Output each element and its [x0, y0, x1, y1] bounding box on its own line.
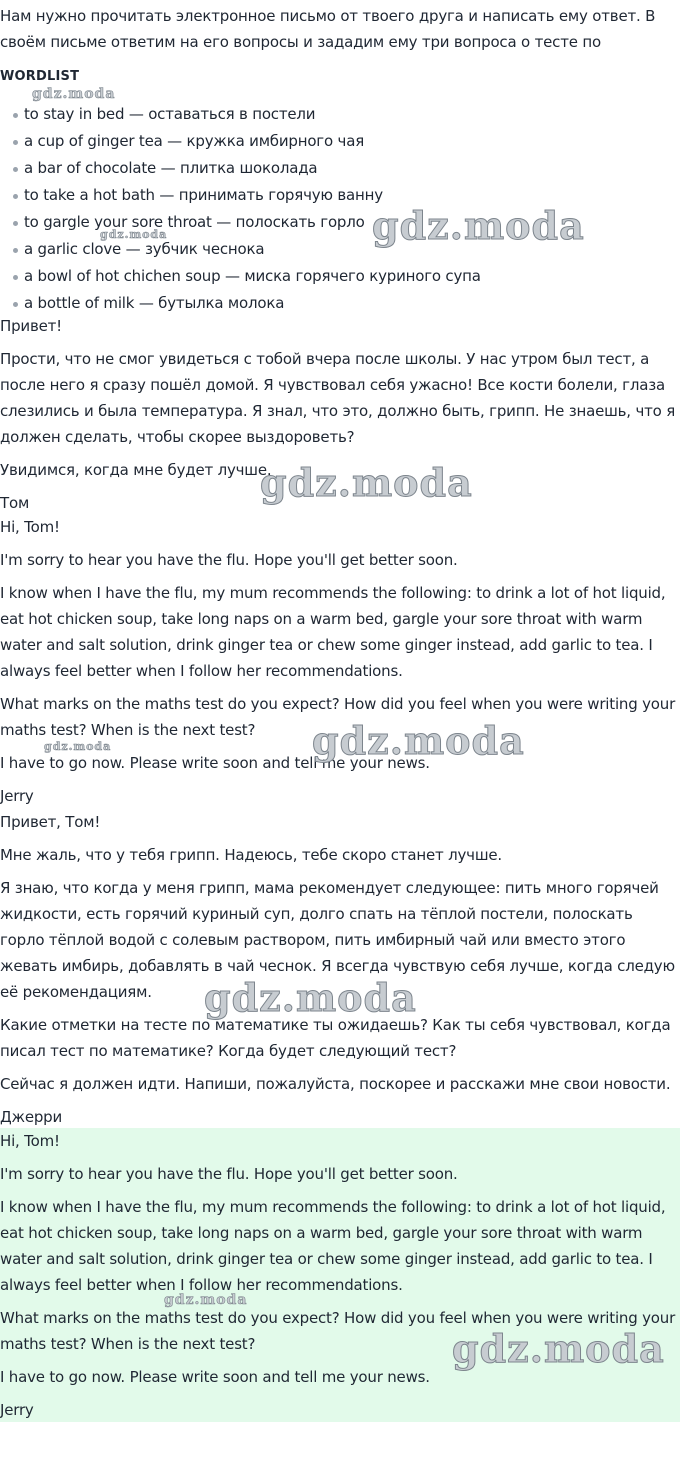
watermark-logo: gdz.moda	[204, 975, 417, 1020]
translation-signature: Джерри	[0, 1108, 63, 1126]
final-signature: Jerry	[0, 1401, 34, 1419]
letter-from-tom	[0, 313, 680, 516]
translation-paragraph: Я знаю, что когда у меня грипп, мама рекомендует следующее: пить много горячей жидкости, есть горячий куриный суп, долго спать на тёплой постели, полоскать горло тёплой водой с солевым раствором, пить имбирный чай или вместо этого жевать имбирь, добавлять в чай чеснок. Я всегда чувствую себя лучше, когда следую её рекомендациям.	[0, 879, 675, 1001]
wordlist-title: WORDLIST	[0, 69, 80, 84]
final-paragraph: I'm sorry to hear you have the flu. Hope you'll get better soon.	[0, 1165, 458, 1183]
translation-paragraph: Сейчас я должен идти. Напиши, пожалуйста, поскорее и расскажи мне свои новости.	[0, 1075, 671, 1093]
wordlist-item-text: to take a hot bath — принимать горячую ванну	[24, 186, 383, 204]
watermark-logo: gdz.moda	[164, 1292, 248, 1308]
wordlist-item-text: a bottle of milk — бутылка молока	[24, 294, 285, 312]
final-paragraph: What marks on the maths test do you expect? How did you feel when you were writing your maths test? When is the next test?	[0, 1309, 676, 1353]
wordlist-item	[0, 263, 481, 290]
answer-english	[0, 514, 680, 809]
wordlist-item	[0, 155, 481, 182]
bullet-icon	[13, 275, 18, 280]
wordlist-item	[0, 236, 481, 263]
letter-body: Прости, что не смог увидеться с тобой вчера после школы. У нас утром был тест, а после него я сразу пошёл домой. Я чувствовал себя ужасно! Все кости болели, глаза слезились и была температура. Я знал, что это, должно быть, грипп. Не знаешь, что я должен сделать, чтобы скорее выздороветь?	[0, 350, 676, 446]
answer-translation	[0, 809, 680, 1130]
translation-paragraph: Какие отметки на тесте по математике ты ожидаешь? Как ты себя чувствовал, когда писал тест по математике? Когда будет следующий тест?	[0, 1016, 671, 1060]
final-answer	[0, 1128, 680, 1423]
wordlist-item	[0, 101, 481, 128]
watermark-logo: gdz.moda	[100, 228, 168, 241]
wordlist-item	[0, 128, 481, 155]
final-paragraph: I have to go now. Please write soon and tell me your news.	[0, 1368, 430, 1386]
answer-paragraph: What marks on the maths test do you expect? How did you feel when you were writing your maths test? When is the next test?	[0, 695, 676, 739]
translation-paragraph: Мне жаль, что у тебя грипп. Надеюсь, тебе скоро станет лучше.	[0, 846, 502, 864]
answer-paragraph: I'm sorry to hear you have the flu. Hope you'll get better soon.	[0, 551, 458, 569]
wordlist-item-text: a cup of ginger tea — кружка имбирного чая	[24, 132, 365, 150]
wordlist-item-text: to gargle your sore throat — полоскать горло	[24, 213, 365, 231]
watermark-logo: gdz.moda	[32, 86, 116, 102]
answer-paragraph: I know when I have the flu, my mum recommends the following: to drink a lot of hot liquid, eat hot chicken soup, take long naps on a warm bed, gargle your sore throat with warm water and salt solution, drink ginger tea or chew some ginger instead, add garlic to tea. I always feel better when I follow her recommendations.	[0, 584, 666, 680]
task-intro: Нам нужно прочитать электронное письмо от твоего друга и написать ему ответ. В своём письме ответим на его вопросы и зададим ему три вопроса о тесте по	[0, 7, 656, 51]
bullet-icon	[13, 140, 18, 145]
answer-signature: Jerry	[0, 787, 34, 805]
wordlist-item-text: to stay in bed — оставаться в постели	[24, 105, 316, 123]
watermark-logo: gdz.moda	[312, 718, 525, 763]
watermark-logo: gdz.moda	[372, 203, 585, 248]
translation-greeting: Привет, Том!	[0, 813, 101, 831]
watermark-logo: gdz.moda	[260, 460, 473, 505]
watermark-logo: gdz.moda	[44, 740, 112, 753]
answer-paragraph: I have to go now. Please write soon and tell me your news.	[0, 754, 430, 772]
wordlist-item-text: a bar of chocolate — плитка шоколада	[24, 159, 318, 177]
bullet-icon	[13, 167, 18, 172]
wordlist	[0, 101, 481, 317]
wordlist-item-text: a bowl of hot chichen soup — миска горячего куриного супа	[24, 267, 481, 285]
wordlist-item-text: a garlic clove — зубчик чеснока	[24, 240, 265, 258]
letter-greeting: Привет!	[0, 317, 62, 335]
bullet-icon	[13, 248, 18, 253]
letter-closing: Увидимся, когда мне будет лучше.	[0, 461, 272, 479]
final-paragraph: I know when I have the flu, my mum recommends the following: to drink a lot of hot liquid, eat hot chicken soup, take long naps on a warm bed, gargle your sore throat with warm water and salt solution, drink ginger tea or chew some ginger instead, add garlic to tea. I always feel better when I follow her recommendations.	[0, 1198, 666, 1294]
bullet-icon	[13, 113, 18, 118]
bullet-icon	[13, 194, 18, 199]
wordlist-item	[0, 182, 481, 209]
bullet-icon	[13, 302, 18, 307]
answer-greeting: Hi, Tom!	[0, 518, 60, 536]
letter-signature: Том	[0, 494, 30, 512]
wordlist-item	[0, 209, 481, 236]
final-greeting: Hi, Tom!	[0, 1132, 60, 1150]
bullet-icon	[13, 221, 18, 226]
watermark-logo: gdz.moda	[452, 1326, 665, 1371]
